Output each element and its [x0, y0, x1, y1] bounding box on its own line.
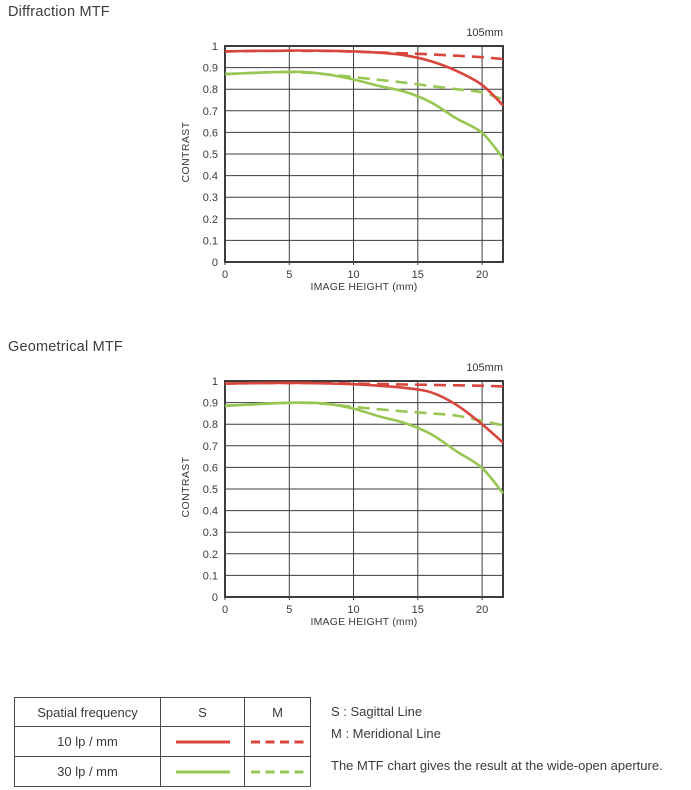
svg-text:20: 20 — [475, 604, 489, 616]
chart-title-diffraction: Diffraction MTF — [8, 4, 110, 20]
svg-text:5: 5 — [286, 269, 293, 281]
legend-meridional-sample — [245, 727, 311, 757]
svg-text:0.6: 0.6 — [202, 127, 218, 140]
x-axis-label: IMAGE HEIGHT (mm) — [310, 616, 418, 628]
focal-length-label: 105mm — [466, 362, 503, 374]
svg-text:5: 5 — [286, 604, 293, 616]
legend-table-body — [15, 727, 311, 787]
svg-text:0.2: 0.2 — [202, 213, 218, 226]
svg-text:0: 0 — [221, 269, 229, 281]
legend-header-meridional: M — [245, 698, 311, 727]
svg-text:0.9: 0.9 — [202, 62, 218, 75]
legend-frequency-label: 30 lp / mm — [15, 757, 161, 787]
svg-text:1: 1 — [211, 376, 218, 388]
svg-text:10: 10 — [347, 604, 360, 616]
svg-text:0.8: 0.8 — [202, 84, 218, 97]
svg-text:0.3: 0.3 — [202, 192, 218, 205]
legend-table-header-row — [15, 698, 311, 727]
legend-table-row — [15, 727, 311, 757]
svg-text:0.4: 0.4 — [202, 170, 218, 183]
legend-sagittal-sample — [161, 757, 245, 787]
svg-text:0.5: 0.5 — [202, 484, 218, 496]
svg-text:0.1: 0.1 — [202, 570, 218, 583]
wide-open-aperture-note: The MTF chart gives the result at the wide-open aperture. — [331, 758, 663, 773]
x-axis-label: IMAGE HEIGHT (mm) — [310, 281, 418, 293]
svg-text:0.4: 0.4 — [202, 505, 218, 518]
legend-meridional-sample — [245, 757, 311, 787]
chart-title-geometrical: Geometrical MTF — [8, 339, 123, 355]
geometrical-mtf-chart — [0, 335, 691, 645]
sagittal-line-note: S : Sagittal Line — [331, 704, 423, 719]
svg-text:0.8: 0.8 — [202, 419, 218, 432]
svg-text:0.2: 0.2 — [202, 548, 218, 561]
red-solid-line-sample — [172, 738, 234, 746]
svg-text:0.6: 0.6 — [202, 462, 218, 475]
svg-text:0: 0 — [211, 257, 218, 269]
diffraction-mtf-plot — [0, 0, 691, 310]
svg-text:10: 10 — [347, 269, 360, 281]
focal-length-label: 105mm — [466, 27, 503, 39]
red-dashed-line-sample — [249, 738, 307, 746]
legend-table — [14, 697, 311, 787]
green-dashed-line-sample — [249, 768, 307, 776]
y-axis-label: CONTRAST — [180, 456, 192, 518]
y-axis-label: CONTRAST — [180, 121, 192, 183]
svg-text:0: 0 — [211, 592, 218, 604]
diffraction-mtf-chart — [0, 0, 691, 310]
legend-header-spatial-frequency: Spatial frequency — [15, 698, 161, 727]
svg-text:15: 15 — [411, 269, 424, 281]
svg-text:0.9: 0.9 — [202, 397, 218, 410]
svg-text:1: 1 — [211, 41, 218, 53]
geometrical-mtf-plot — [0, 335, 691, 645]
svg-text:0.7: 0.7 — [202, 440, 218, 453]
legend-header-sagittal: S — [161, 698, 245, 727]
svg-text:0.7: 0.7 — [202, 105, 218, 118]
svg-text:0.1: 0.1 — [202, 235, 218, 248]
svg-text:0.5: 0.5 — [202, 149, 218, 161]
meridional-line-note: M : Meridional Line — [331, 726, 441, 741]
legend-table-row — [15, 757, 311, 787]
svg-text:15: 15 — [411, 604, 424, 616]
svg-text:0.3: 0.3 — [202, 527, 218, 540]
legend-sagittal-sample — [161, 727, 245, 757]
svg-text:0: 0 — [221, 604, 229, 616]
legend-frequency-label: 10 lp / mm — [15, 727, 161, 757]
green-solid-line-sample — [172, 768, 234, 776]
svg-text:20: 20 — [475, 269, 489, 281]
